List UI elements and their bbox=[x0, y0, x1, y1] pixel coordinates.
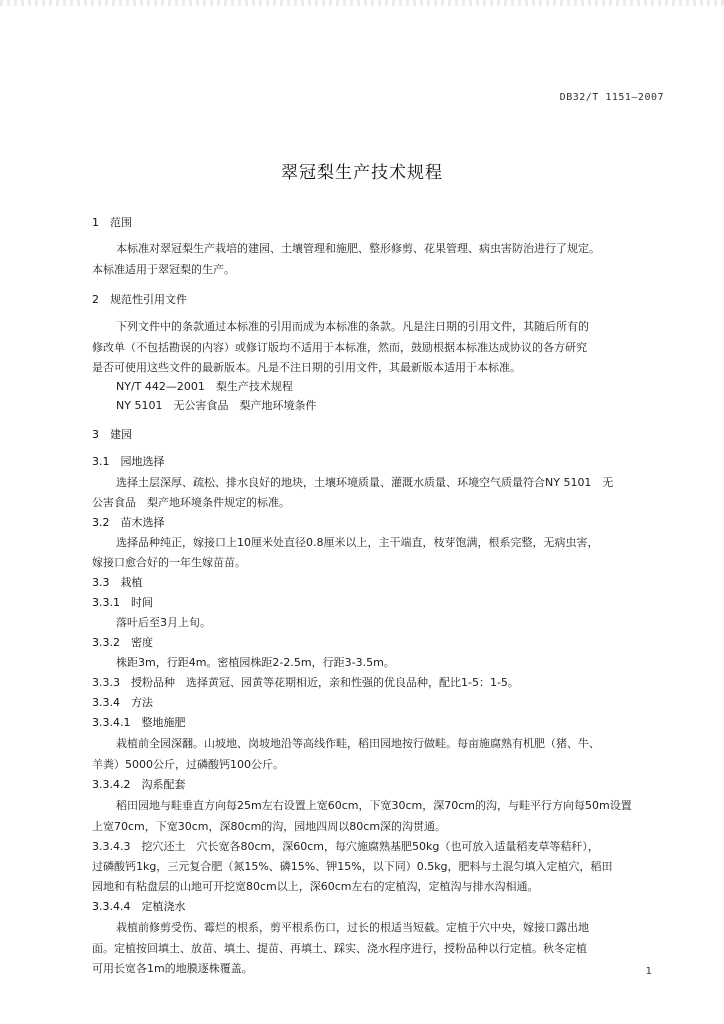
subsection-heading: 3.3 栽植 bbox=[92, 576, 143, 589]
paragraph-line: 过磷酸钙1kg，三元复合肥（氮15%、磷15%、钾15%，以下同）0.5kg，肥料与土混匀填入定植穴，稻田 bbox=[92, 860, 613, 873]
subsection-heading: 3.1 园地选择 bbox=[92, 455, 165, 468]
paragraph-line: 是否可使用这些文件的最新版本。凡是不注日期的引用文件，其最新版本适用于本标准。 bbox=[92, 361, 521, 374]
paragraph-line: 羊粪）5000公斤，过磷酸钙100公斤。 bbox=[92, 758, 284, 771]
scan-top-edge bbox=[0, 0, 724, 6]
document-title: 翠冠梨生产技术规程 bbox=[281, 163, 443, 183]
subsection-heading: 3.3.2 密度 bbox=[92, 636, 153, 649]
reference-item: NY/T 442—2001 梨生产技术规程 bbox=[116, 380, 293, 393]
section-heading: 2 规范性引用文件 bbox=[92, 293, 187, 306]
subsection-heading: 3.3.1 时间 bbox=[92, 596, 153, 609]
standard-code: DB32/T 1151—2007 bbox=[559, 92, 664, 103]
subsection-heading: 3.2 苗木选择 bbox=[92, 516, 165, 529]
paragraph-line: 公害食品 梨产地环境条件规定的标准。 bbox=[92, 496, 290, 509]
paragraph-line: 下列文件中的条款通过本标准的引用而成为本标准的条款。凡是注日期的引用文件，其随后所有的 bbox=[116, 320, 589, 333]
subsection-heading: 3.3.4.1 整地施肥 bbox=[92, 716, 186, 729]
paragraph-line: 株距3m，行距4m。密植园株距2-2.5m，行距3-3.5m。 bbox=[116, 656, 395, 669]
subsection-heading: 3.3.4.4 定植浇水 bbox=[92, 900, 186, 913]
paragraph-line: 上宽70cm，下宽30cm，深80cm的沟，园地四周以80cm深的沟贯通。 bbox=[92, 820, 447, 833]
paragraph-line: 可用长宽各1m的地膜逐株覆盖。 bbox=[92, 962, 253, 975]
paragraph-line: 栽植前修剪受伤、霉烂的根系，剪平根系伤口，过长的根适当短截。定植于穴中央，嫁接口露出地 bbox=[116, 921, 589, 934]
reference-item: NY 5101 无公害食品 梨产地环境条件 bbox=[116, 399, 317, 412]
paragraph-line: 选择品种纯正，嫁接口上10厘米处直径0.8厘米以上，主干端直，枝芽饱满，根系完整，无病虫害， bbox=[116, 536, 599, 549]
subsection-heading: 3.3.4.2 沟系配套 bbox=[92, 778, 186, 791]
paragraph-line: 本标准对翠冠梨生产栽培的建园、土壤管理和施肥、整形修剪、花果管理、病虫害防治进行了规定。 bbox=[116, 242, 600, 255]
paragraph-line: 栽植前全园深翻。山坡地、岗坡地沿等高线作畦，稻田园地按行做畦。每亩施腐熟有机肥（猪、牛、 bbox=[116, 737, 600, 750]
page-number: 1 bbox=[645, 966, 652, 977]
paragraph-line: 3.3.4.3 挖穴还土 穴长宽各80cm，深60cm，每穴施腐熟基肥50kg（也可放入适量稻麦草等秸秆）， bbox=[92, 840, 599, 853]
section-heading: 1 范围 bbox=[92, 216, 132, 229]
paragraph-line: 稻田园地与畦垂直方向每25m左右设置上宽60cm，下宽30cm，深70cm的沟，与畦平行方向每50m设置 bbox=[116, 799, 632, 812]
paragraph-line: 嫁接口愈合好的一年生嫁苗苗。 bbox=[92, 556, 246, 569]
subsection-heading: 3.3.4 方法 bbox=[92, 696, 153, 709]
paragraph-line: 落叶后至3月上旬。 bbox=[116, 616, 211, 629]
paragraph-line: 面。定植按回填土、放苗、填土、提苗、再填土、踩实、浇水程序进行，授粉品种以行定植。秋冬定植 bbox=[92, 942, 587, 955]
paragraph-line: 本标准适用于翠冠梨的生产。 bbox=[92, 263, 235, 276]
paragraph-line: 修改单（不包括勘误的内容）或修订版均不适用于本标准，然而，鼓励根据本标准达成协议的各方研究 bbox=[92, 341, 587, 354]
paragraph-line: 3.3.3 授粉品种 选择黄冠、园黄等花期相近，亲和性强的优良品种，配比1-5：1-5。 bbox=[92, 676, 519, 689]
section-heading: 3 建园 bbox=[92, 428, 132, 441]
paragraph-line: 选择土层深厚、疏松、排水良好的地块，土壤环境质量、灌溉水质量、环境空气质量符合NY 5101 无 bbox=[116, 476, 614, 489]
paragraph-line: 园地和有粘盘层的山地可开挖宽80cm以上，深60cm左右的定植沟，定植沟与排水沟相通。 bbox=[92, 880, 539, 893]
